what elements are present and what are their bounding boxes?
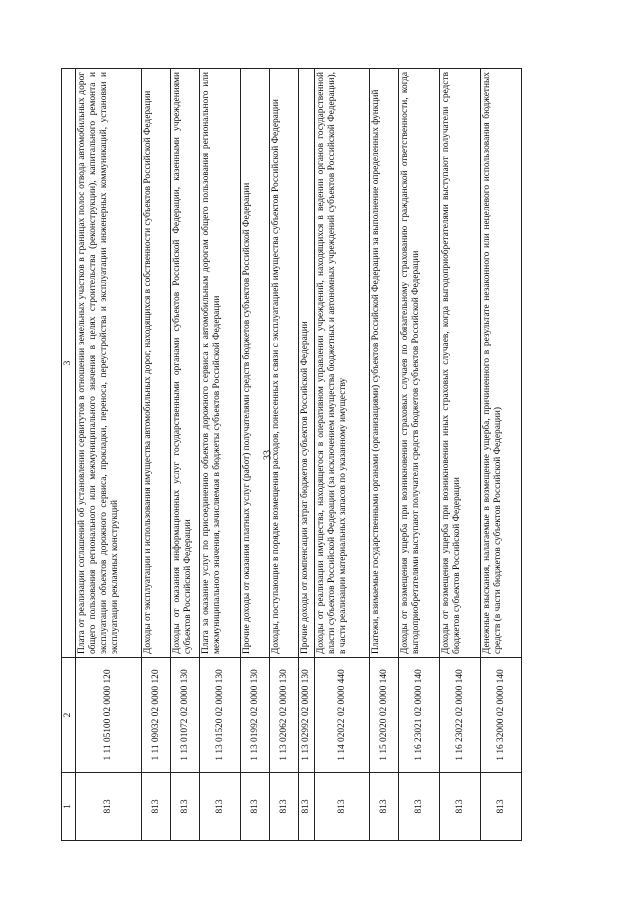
admin-code-cell: 813 bbox=[270, 773, 299, 841]
description-cell: Доходы, поступающие в порядке возмещения расходов, понесенных в связи с эксплуатацией имущества субъектов Российской Федерации bbox=[270, 69, 299, 658]
table-row bbox=[270, 69, 299, 841]
admin-code-cell: 813 bbox=[241, 773, 270, 841]
income-code-cell: 1 13 01992 02 0000 130 bbox=[241, 658, 270, 773]
income-code-cell: 1 15 02020 02 0000 140 bbox=[370, 658, 399, 773]
header-col-1: 1 bbox=[62, 773, 76, 841]
admin-code-cell: 813 bbox=[481, 773, 522, 841]
description-cell: Платежи, взимаемые государственными органами (организациями) субъектов Российской Федерации за выполнение определенных функций bbox=[370, 69, 399, 658]
table-row bbox=[142, 69, 171, 841]
description-cell: Плата за оказание услуг по присоединению объектов дорожного сервиса к автомобильным дорогам общего пользования регионального или межмуниципального значения, зачисляемая в бюджеты субъектов Российской Федерации bbox=[200, 69, 241, 658]
income-codes-table bbox=[61, 68, 522, 841]
income-code-cell: 1 16 32000 02 0000 140 bbox=[481, 658, 522, 773]
description-cell: Доходы от реализации имущества, находящегося в оперативном управлении учреждений, находящихся в ведении органов государственной власти субъектов Российской Федерации (за исключением имущества бюджетных и автономных учреждений субъектов Российской Федерации), в части реализации материальных запасов по указанному имуществу bbox=[315, 69, 370, 658]
table-row bbox=[440, 69, 481, 841]
table-row bbox=[481, 69, 522, 841]
income-code-cell: 1 11 09032 02 0000 120 bbox=[142, 658, 171, 773]
admin-code-cell: 813 bbox=[299, 773, 315, 841]
admin-code-cell: 813 bbox=[200, 773, 241, 841]
description-cell: Прочие доходы от оказания платных услуг (работ) получателями средств бюджетов субъектов Российской Федерации bbox=[241, 69, 270, 658]
table-row bbox=[299, 69, 315, 841]
table-row bbox=[200, 69, 241, 841]
description-cell: Доходы от оказания информационных услуг государственными органами субъектов Российской Федерации, казенными учреждениями субъектов Российской Федерации bbox=[171, 69, 200, 658]
admin-code-cell: 813 bbox=[315, 773, 370, 841]
description-cell: Доходы от возмещения ущерба при возникновении страховых случаев по обязательному страхованию гражданской ответственности, когда выгодоприобретателями выступают получатели средств бюджетов субъектов Российской Федерации bbox=[399, 69, 440, 658]
table-row bbox=[315, 69, 370, 841]
table-row bbox=[241, 69, 270, 841]
table-row bbox=[76, 69, 142, 841]
description-cell: Плата от реализации соглашений об установлении сервитутов в отношении земельных участков в границах полос отвода автомобильных дорог общего пользования регионального или межмуниципального значения в целях строительства (реконструкции), капитального ремонта и эксплуатации объектов дорожного сервиса, прокладки, переноса, переустройства и эксплуатации инженерных коммуникаций, установки и эксплуатации рекламных конструкций bbox=[76, 69, 142, 658]
table-row bbox=[370, 69, 399, 841]
header-col-3: 3 bbox=[62, 69, 76, 658]
description-cell: Доходы от возмещения ущерба при возникновении иных страховых случаев, когда выгодоприобретателями выступают получатели средств бюджетов субъектов Российской Федерации bbox=[440, 69, 481, 658]
admin-code-cell: 813 bbox=[142, 773, 171, 841]
income-code-cell: 1 14 02022 02 0000 440 bbox=[315, 658, 370, 773]
income-code-cell: 1 13 01072 02 0000 130 bbox=[171, 658, 200, 773]
admin-code-cell: 813 bbox=[440, 773, 481, 841]
income-code-cell: 1 13 01520 02 0000 130 bbox=[200, 658, 241, 773]
income-code-cell: 1 13 02062 02 0000 130 bbox=[270, 658, 299, 773]
rotated-table-container bbox=[61, 69, 566, 841]
admin-code-cell: 813 bbox=[76, 773, 142, 841]
income-code-cell: 1 11 05100 02 0000 120 bbox=[76, 658, 142, 773]
income-code-cell: 1 13 02992 02 0000 130 bbox=[299, 658, 315, 773]
admin-code-cell: 813 bbox=[370, 773, 399, 841]
income-code-cell: 1 16 23022 02 0000 140 bbox=[440, 658, 481, 773]
page-number: 33 bbox=[262, 450, 274, 460]
header-row bbox=[62, 69, 76, 841]
description-cell: Доходы от эксплуатации и использования имущества автомобильных дорог, находящихся в собственности субъектов Российской Федерации bbox=[142, 69, 171, 658]
admin-code-cell: 813 bbox=[399, 773, 440, 841]
table-row bbox=[171, 69, 200, 841]
admin-code-cell: 813 bbox=[171, 773, 200, 841]
table-row bbox=[399, 69, 440, 841]
income-code-cell: 1 16 23021 02 0000 140 bbox=[399, 658, 440, 773]
description-cell: Денежные взыскания, налагаемые в возмещение ущерба, причиненного в результате незаконного или нецелевого использования бюджетных средств (в части бюджетов субъектов Российской Федерации) bbox=[481, 69, 522, 658]
description-cell: Прочие доходы от компенсации затрат бюджетов субъектов Российской Федерации bbox=[299, 69, 315, 658]
header-col-2: 2 bbox=[62, 658, 76, 773]
